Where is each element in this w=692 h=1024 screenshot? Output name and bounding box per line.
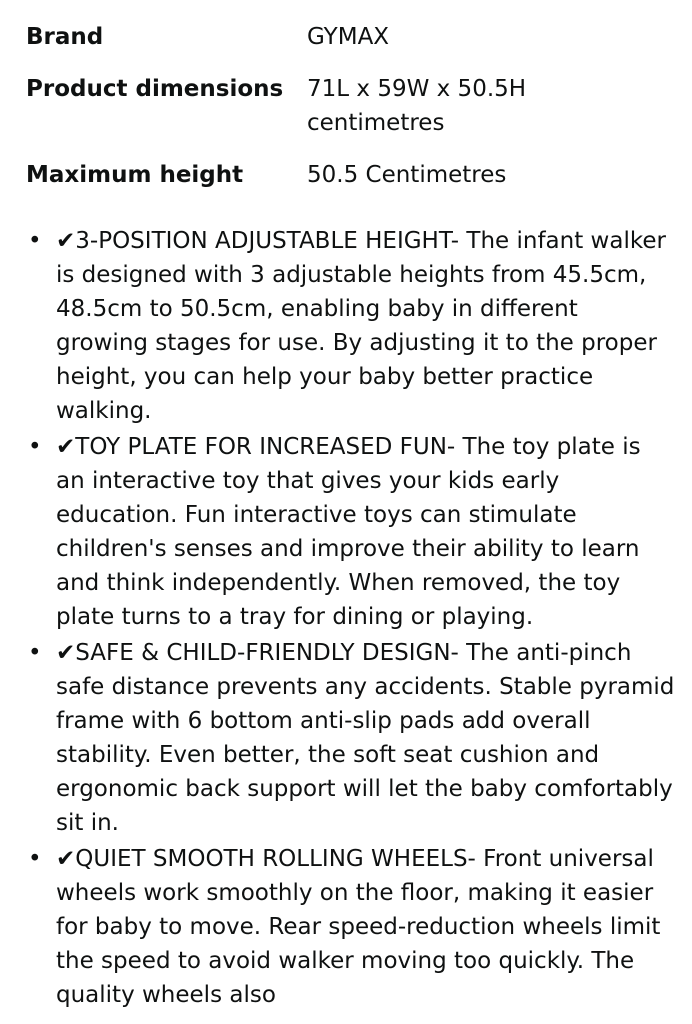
checkmark-icon: ✔	[56, 640, 76, 666]
checkmark-icon: ✔	[56, 434, 76, 460]
spec-value: 71L x 59W x 50.5H centimetres	[307, 76, 527, 136]
feature-bullet-list	[26, 224, 676, 1014]
bullet-icon: •	[28, 434, 42, 460]
spec-row-dimensions	[26, 72, 676, 140]
spec-label: Maximum height	[26, 162, 244, 188]
product-specs-table	[26, 20, 676, 210]
spec-row-max-height	[26, 158, 676, 192]
spec-value: GYMAX	[307, 24, 390, 50]
feature-text: TOY PLATE FOR INCREASED FUN- The toy plate is an interactive toy that gives your kids early education. Fun interactive toys can stimulate children's senses and improve their ability to learn and think independently. When removed, the toy plate turns to a tray for dining or playing.	[56, 434, 641, 630]
spec-row-brand	[26, 20, 676, 54]
spec-label: Product dimensions	[26, 76, 284, 102]
spec-value: 50.5 Centimetres	[307, 162, 507, 188]
checkmark-icon: ✔	[56, 228, 76, 254]
bullet-icon: •	[28, 640, 42, 666]
feature-item	[26, 636, 676, 840]
feature-text: QUIET SMOOTH ROLLING WHEELS- Front universal wheels work smoothly on the floor, making it easier for baby to move. Rear speed-reduction wheels limit the speed to avoid walker moving too quickly. The quality wheels also	[56, 846, 661, 1008]
feature-text: SAFE & CHILD-FRIENDLY DESIGN- The anti-pinch safe distance prevents any accidents. Stable pyramid frame with 6 bottom anti-slip pads add overall stability. Even better, the soft seat cushion and ergonomic back support will let the baby comfortably sit in.	[56, 640, 675, 836]
feature-item	[26, 224, 676, 428]
spec-label: Brand	[26, 24, 104, 50]
feature-item	[26, 842, 676, 1012]
bullet-icon: •	[28, 846, 42, 872]
feature-text: 3-POSITION ADJUSTABLE HEIGHT- The infant walker is designed with 3 adjustable heights from 45.5cm, 48.5cm to 50.5cm, enabling baby in different growing stages for use. By adjusting it to the proper height, you can help your baby better practice walking.	[56, 228, 666, 424]
bullet-icon: •	[28, 228, 42, 254]
feature-item	[26, 430, 676, 634]
checkmark-icon: ✔	[56, 846, 76, 872]
